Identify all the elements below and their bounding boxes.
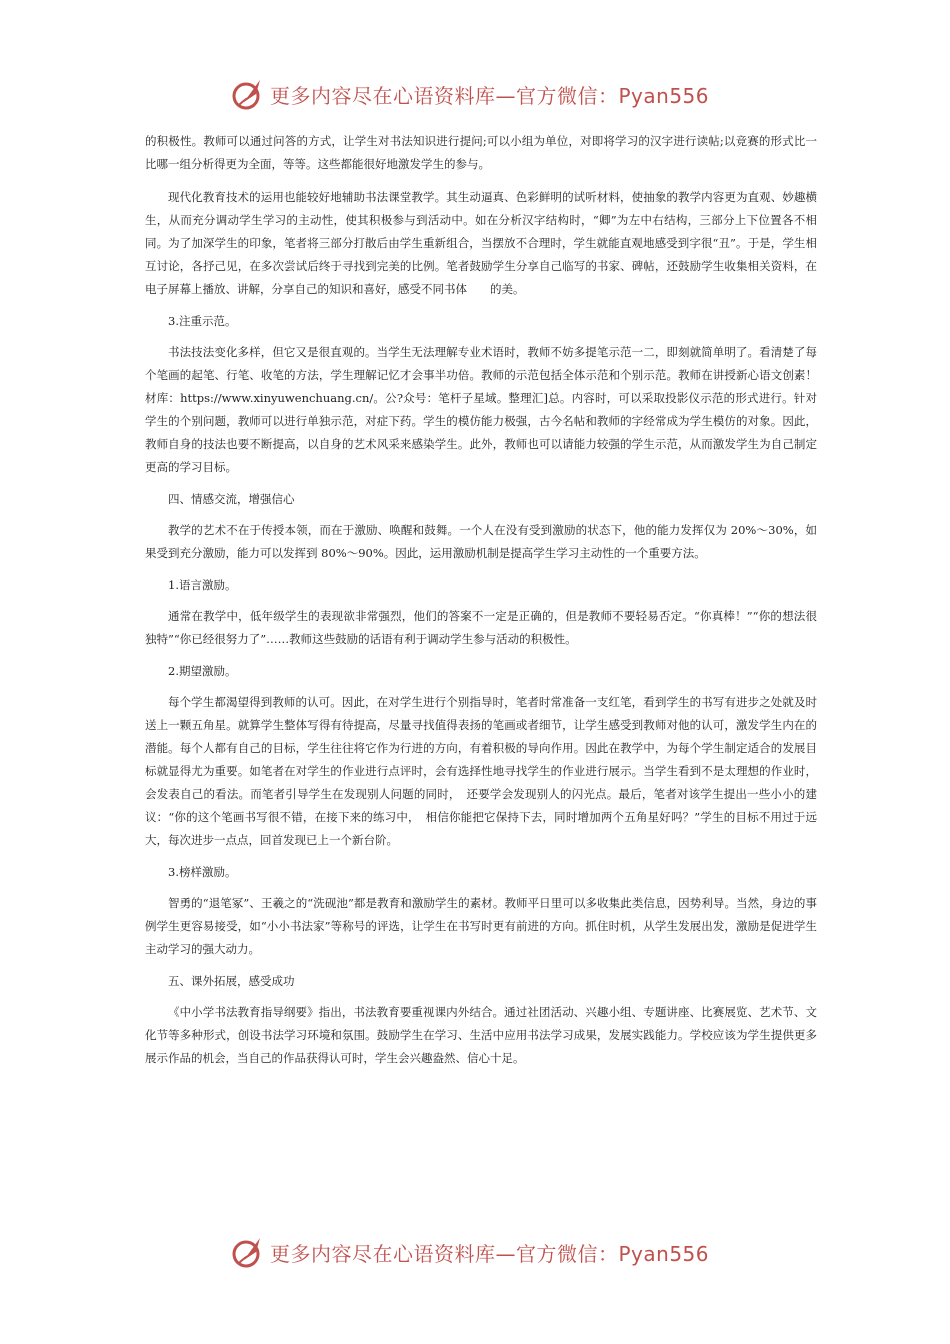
paragraph: 每个学生都渴望得到教师的认可。因此，在对学生进行个别指导时，笔者时常准备一支红笔，看到学生的书写有进步之处就及时送上一颗五角星。就算学生整体写得有待提高，尽量寻找值得表扬的笔画或者细节，让学生感受到教师对他的认可，激发学生内在的潜能。每个人都有自己的目标，学生往往将它作为行进的方向，有着积极的导向作用。因此在教学中，为每个学生制定适合的发展目标就显得尤为重要。如笔者在对学生的作业进行点评时，会有选择性地寻找学生的作业进行展示。当学生看到不是太理想的作业时，会发表自己的看法。而笔者引导学生在发现别人问题的同时， 还要学会发现别人的闪光点。最后，笔者对该学生提出一些小小的建议：“你的这个笔画书写很不错，在接下来的练习中， 相信你能把它保持下去，同时增加两个五角星好吗？”学生的目标不用过于远大，每次进步一点点，回首发现已上一个新台阶。 xyxy=(145,695,817,847)
section-heading: 四、情感交流，增强信心 xyxy=(168,492,295,506)
paragraph: 教学的艺术不在于传授本领，而在于激励、唤醒和鼓舞。一个人在没有受到激励的状态下，他的能力发挥仅为 20%～30%，如果受到充分激励，能力可以发挥到 80%～90%。因此，运用激励机制是提高学生学习主动性的一个重要方法。 xyxy=(145,523,817,560)
article-body xyxy=(145,130,817,1080)
paragraph: 智勇的“退笔冢”、王羲之的“洗砚池”都是教育和激励学生的素材。教师平日里可以多收集此类信息，因势利导。当然，身边的事例学生更容易接受，如“小小书法家”等称号的评选，让学生在书写时更有前进的方向。抓住时机，从学生发展出发，激励是促进学生主动学习的强大动力。 xyxy=(145,896,817,956)
paragraph: 书法技法变化多样，但它又是很直观的。当学生无法理解专业术语时，教师不妨多提笔示范一二，即刻就简单明了。看清楚了每个笔画的起笔、行笔、收笔的方法，学生理解记忆才会事半功倍。教师的示范包括全体示范和个别示范。教师在讲授新心语文创素！材库：https://www.xinyuwenchuang.cn/。公?众号：笔杆子星域。整理汇]总。内容时，可以采取投影仪示范的形式进行。针对学生的个别问题，教师可以进行单独示范，对症下药。学生的模仿能力极强，古今名帖和教师的字经常成为学生模仿的对象。因此，教师自身的技法也要不断提高，以自身的艺术风采来感染学生。此外，教师也可以请能力较强的学生示范，从而激发学生为自己制定更高的学习目标。 xyxy=(145,345,817,474)
paragraph: 的积极性。教师可以通过问答的方式，让学生对书法知识进行提问;可以小组为单位，对即将学习的汉字进行读帖;以竞赛的形式比一比哪一组分析得更为全面，等等。这些都能很好地激发学生的参与。 xyxy=(145,134,817,171)
footer-banner xyxy=(230,1232,709,1272)
sub-heading: 1.语言激励。 xyxy=(168,578,237,592)
section-heading: 五、课外拓展，感受成功 xyxy=(168,974,295,988)
paragraph: 通常在教学中，低年级学生的表现欲非常强烈，他们的答案不一定是正确的，但是教师不要轻易否定。“你真棒！”“你的想法很独特”“你已经很努力了”……教师这些鼓励的话语有利于调动学生参与活动的积极性。 xyxy=(145,609,817,646)
sub-heading: 3.注重示范。 xyxy=(168,314,237,328)
sub-heading: 3.榜样激励。 xyxy=(168,865,237,879)
sub-heading: 2.期望激励。 xyxy=(168,664,237,678)
header-banner xyxy=(230,74,709,114)
quill-logo-icon xyxy=(230,1234,266,1270)
banner-text: 更多内容尽在心语资料库—官方微信：Pyan556 xyxy=(270,83,710,108)
paragraph: 《中小学书法教育指导纲要》指出，书法教育要重视课内外结合。通过社团活动、兴趣小组、专题讲座、比赛展览、艺术节、文化节等多种形式，创设书法学习环境和氛围。鼓励学生在学习、生活中应用书法学习成果，发展实践能力。学校应该为学生提供更多展示作品的机会，当自己的作品获得认可时，学生会兴趣盎然、信心十足。 xyxy=(145,1005,817,1065)
quill-logo-icon xyxy=(230,76,266,112)
banner-text: 更多内容尽在心语资料库—官方微信：Pyan556 xyxy=(270,1241,710,1266)
paragraph: 现代化教育技术的运用也能较好地辅助书法课堂教学。其生动逼真、色彩鲜明的试听材料，使抽象的教学内容更为直观、妙趣横生，从而充分调动学生学习的主动性，使其积极参与到活动中。如在分析汉字结构时，“卿”为左中右结构，三部分上下位置各不相同。为了加深学生的印象，笔者将三部分打散后由学生重新组合，当摆放不合理时，学生就能直观地感受到字很“丑”。于是，学生相互讨论，各抒己见，在多次尝试后终于寻找到完美的比例。笔者鼓励学生分享自己临写的书家、碑帖，还鼓励学生收集相关资料，在电子屏幕上播放、讲解，分享自己的知识和喜好，感受不同书体 的美。 xyxy=(145,190,817,296)
